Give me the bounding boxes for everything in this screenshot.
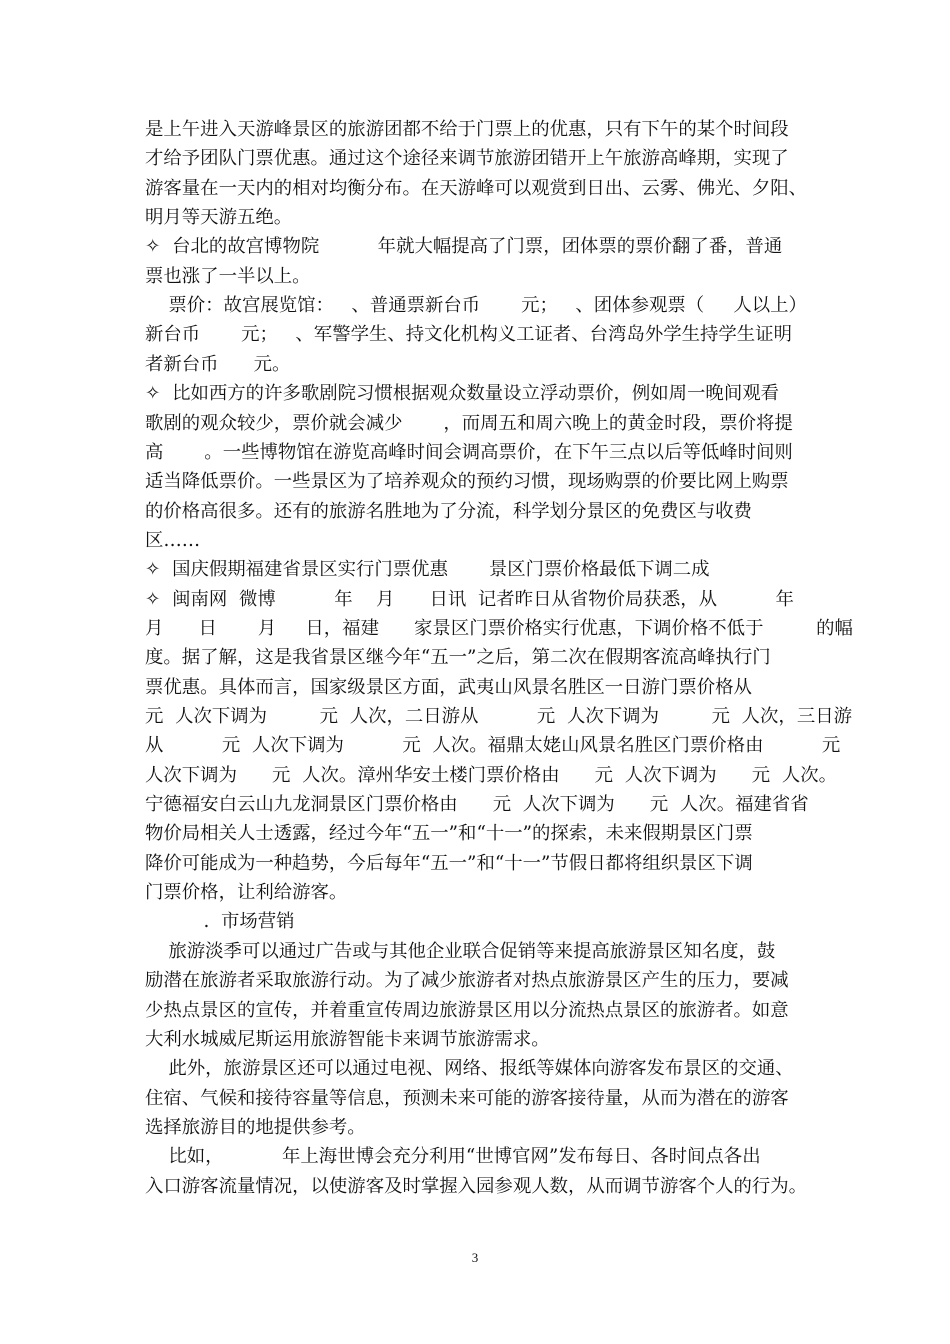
- text-line: 才给予团队门票优惠。通过这个途径来调节旅游团错开上午旅游高峰期，实现了: [145, 148, 789, 170]
- text-line: 度。据了解，这是我省景区继今年“五一”之后，第二次在假期客流高峰执行门: [145, 647, 771, 669]
- text-line: 者新台币 元。: [145, 353, 291, 375]
- text-line: 元 人次下调为 元 人次，二日游从 元 人次下调为 元 人次，三日游: [145, 706, 852, 727]
- text-line: 的价格高很多。还有的旅游名胜地为了分流，科学划分景区的免费区与收费: [145, 500, 752, 522]
- text-line: 入口游客流量情况，以使游客及时掌握入园参观人数，从而调节游客个人的行为。: [145, 1175, 808, 1197]
- text-line: 适当降低票价。一些景区为了培养观众的预约习惯，现场购票的价要比网上购票: [145, 471, 789, 493]
- text-line: 大利水城威尼斯运用旅游智能卡来调节旅游需求。: [145, 1028, 550, 1050]
- text-line: 比如， 年上海世博会充分利用“世博官网”发布每日、各时间点各出: [145, 1146, 761, 1168]
- text-line: 门票价格，让利给游客。: [145, 882, 348, 904]
- text-line: 游客量在一天内的相对均衡分布。在天游峰可以观赏到日出、云雾、佛光、夕阳、: [145, 177, 808, 199]
- text-line: 住宿、气候和接待容量等信息，预测未来可能的游客接待量，从而为潜在的游客: [145, 1087, 789, 1109]
- text-line: 票价：故宫展览馆： 、普通票新台币 元； 、团体参观票（ 人以上）: [145, 295, 807, 317]
- text-line: 区……: [145, 529, 201, 551]
- text-line: ✧ 台北的故宫博物院 年就大幅提高了门票，团体票的票价翻了番，普通: [145, 236, 783, 258]
- text-line: 新台币 元； 、军警学生、持文化机构义工证者、台湾岛外学生持学生证明: [145, 324, 792, 346]
- text-line: 物价局相关人士透露，经过今年“五一”和“十一”的探索，未来假期景区门票: [145, 823, 753, 845]
- text-line: 选择旅游目的地提供参考。: [145, 1116, 366, 1138]
- text-line: ✧ 国庆假期福建省景区实行门票优惠 景区门票价格最低下调二成: [145, 559, 710, 581]
- text-line: 票优惠。具体而言，国家级景区方面，武夷山风景名胜区一日游门票价格从: [145, 676, 752, 698]
- text-line: 旅游淡季可以通过广告或与其他企业联合促销等来提高旅游景区知名度，鼓: [145, 940, 776, 962]
- text-line: 从 元 人次下调为 元 人次。福鼎太姥山风景名胜区门票价格由 元: [145, 735, 841, 757]
- text-line: 票也涨了一半以上。: [145, 265, 311, 287]
- text-line: 是上午进入天游峰景区的旅游团都不给于门票上的优惠，只有下午的某个时间段: [145, 119, 789, 140]
- text-line: 降价可能成为一种趋势，今后每年“五一”和“十一”节假日都将组织景区下调: [145, 852, 753, 874]
- text-line: 励潜在旅游者采取旅游行动。为了减少旅游者对热点旅游景区产生的压力，要减: [145, 970, 789, 992]
- text-line: 人次下调为 元 人次。漳州华安土楼门票价格由 元 人次下调为 元 人次。: [145, 764, 838, 786]
- text-line: 此外，旅游景区还可以通过电视、网络、报纸等媒体向游客发布景区的交通、: [145, 1058, 794, 1080]
- text-line: ✧ 闽南网 微博 年 月 日讯 记者昨日从省物价局获悉，从 年: [145, 588, 794, 610]
- text-line: 月 日 月 日，福建 家景区门票价格实行优惠，下调价格不低于 的幅: [145, 617, 853, 639]
- text-line: 少热点景区的宣传，并着重宣传周边旅游景区用以分流热点景区的旅游者。如意: [145, 999, 789, 1021]
- text-line: 宁德福安白云山九龙洞景区门票价格由 元 人次下调为 元 人次。福建省省: [145, 794, 809, 816]
- text-line: 明月等天游五绝。: [145, 207, 293, 229]
- text-line: ✧ 比如西方的许多歌剧院习惯根据观众数量设立浮动票价，例如周一晚间观看: [145, 383, 779, 405]
- text-line: 歌剧的观众较少，票价就会减少 ，而周五和周六晚上的黄金时段，票价将提: [145, 412, 793, 434]
- text-line: . 市场营销: [145, 911, 295, 933]
- page-number: 3: [471, 1250, 479, 1265]
- text-line: 高 。一些博物馆在游览高峰时间会调高票价，在下午三点以后等低峰时间则: [145, 441, 793, 463]
